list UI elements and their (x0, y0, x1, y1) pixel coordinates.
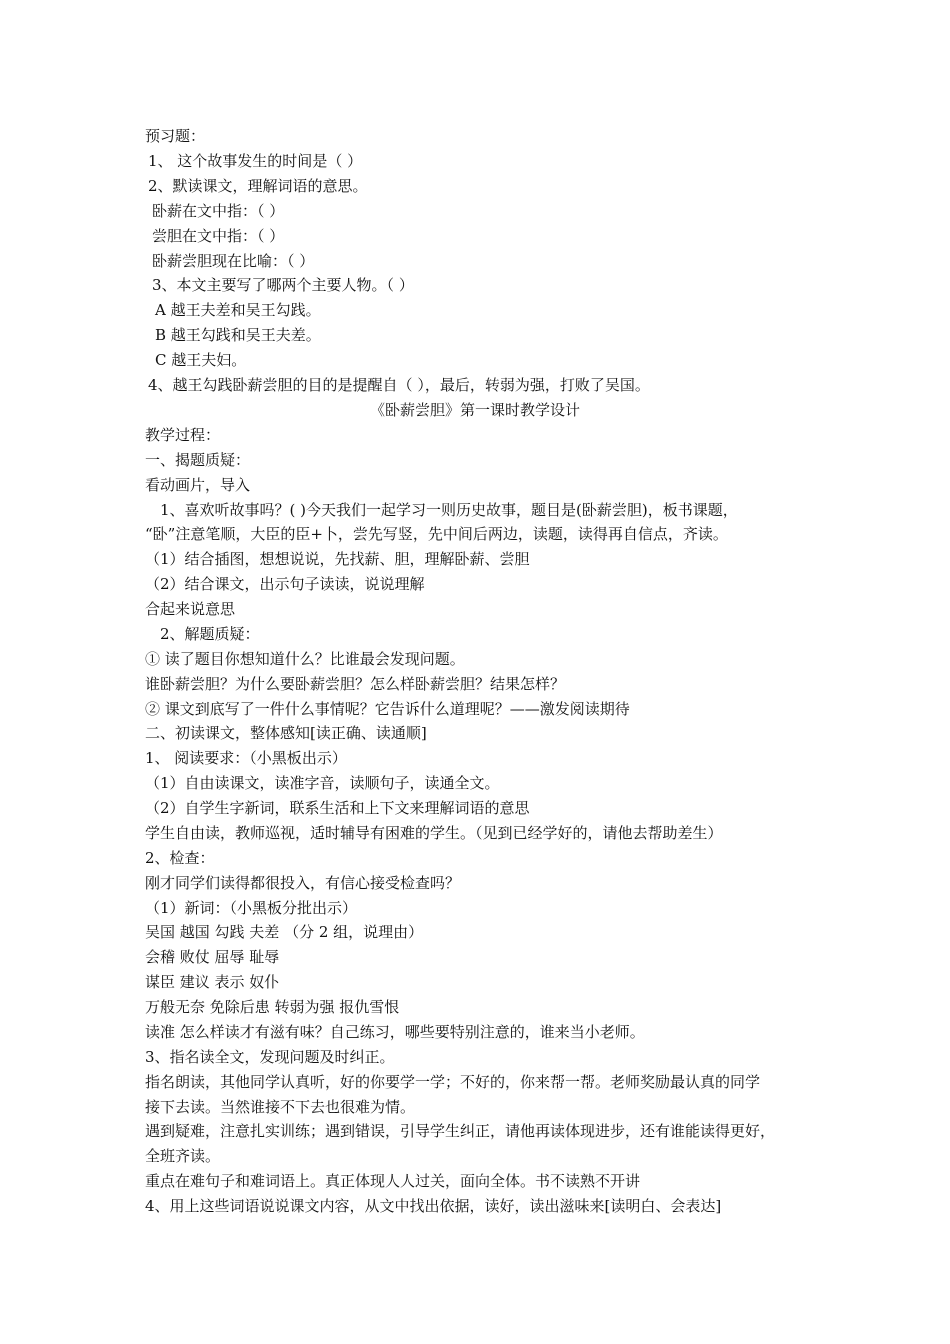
section-2-point-4: 4、用上这些词语说说课文内容，从文中找出依据，读好，读出滋味来[读明白、会表达] (145, 1197, 722, 1215)
preview-question-2-item-c: 卧薪尝胆现在比喻：（ ） (152, 252, 315, 270)
section-1-point-1-cont: “卧”注意笔顺，大臣的臣+卜，尝先写竖，先中间后两边，读题，读得再自信点，齐读。 (145, 525, 728, 543)
section-2-words-group-2: 会稽 败仗 屈辱 耻辱 (145, 948, 280, 966)
section-2-point-3-line-4: 全班齐读。 (145, 1147, 221, 1165)
document-title: 《卧薪尝胆》第一课时教学设计 (369, 401, 580, 419)
section-2-heading: 二、初读课文，整体感知[读正确、读通顺] (145, 724, 427, 742)
section-1-point-2: 2、解题质疑： (160, 625, 260, 643)
section-2-point-2: 2、检查： (145, 849, 215, 867)
preview-question-2-item-a: 卧薪在文中指：（ ） (152, 202, 285, 220)
preview-question-3-option-b: B 越王勾践和吴王夫差。 (155, 326, 321, 344)
preview-question-3-option-c: C 越王夫妇。 (155, 351, 247, 369)
teaching-process-heading: 教学过程： (145, 426, 221, 444)
preview-question-4: 4、越王勾践卧薪尝胆的目的是提醒自（ ），最后，转弱为强，打败了吴国。 (148, 376, 650, 394)
section-1-intro: 看动画片，导入 (145, 476, 251, 494)
section-2-point-3-line-3: 遇到疑难，注意扎实训练；遇到错误，引导学生纠正，请他再读体现进步，还有谁能读得更好， (145, 1122, 776, 1140)
section-2-point-1-sub-2: （2）自学生字新词，联系生活和上下文来理解词语的意思 (145, 799, 530, 817)
section-1-point-1-summary: 合起来说意思 (145, 600, 236, 618)
section-2-point-3-line-2: 接下去读。当然谁接不下去也很难为情。 (145, 1098, 416, 1116)
section-2-words-group-3: 谋臣 建议 表示 奴仆 (145, 973, 280, 991)
preview-heading: 预习题： (145, 127, 206, 145)
section-1-point-1-sub-1: （1）结合插图，想想说说，先找薪、胆，理解卧薪、尝胆 (145, 550, 530, 568)
preview-question-3: 3、本文主要写了哪两个主要人物。（ ） (152, 276, 414, 294)
preview-question-1: 1、 这个故事发生的时间是（ ） (148, 152, 363, 170)
section-2-point-3-line-1: 指名朗读，其他同学认真听，好的你要学一学；不好的，你来帮一帮。老师奖励最认真的同学 (145, 1073, 761, 1091)
section-2-point-1: 1、 阅读要求：（小黑板出示） (145, 749, 347, 767)
section-2-new-words-heading: （1）新词：（小黑板分批出示） (145, 899, 358, 917)
section-1-heading: 一、揭题质疑： (145, 451, 251, 469)
section-2-reading-note: 读准 怎么样读才有滋有味？自己练习，哪些要特别注意的，谁来当小老师。 (145, 1023, 645, 1041)
preview-question-2-item-b: 尝胆在文中指：（ ） (152, 227, 285, 245)
section-1-point-2-questions: 谁卧薪尝胆？为什么要卧薪尝胆？怎么样卧薪尝胆？结果怎样？ (145, 675, 566, 693)
preview-question-3-option-a: A 越王夫差和吴王勾践。 (155, 301, 321, 319)
preview-question-2: 2、默读课文，理解词语的意思。 (148, 177, 368, 195)
section-2-point-1-note: 学生自由读，教师巡视，适时辅导有困难的学生。（见到已经学好的，请他去帮助差生） (145, 824, 723, 842)
section-1-point-1: 1、喜欢听故事吗？( )今天我们一起学习一则历史故事，题目是(卧薪尝胆)，板书课题， (160, 501, 738, 519)
section-2-point-3: 3、指名读全文，发现问题及时纠正。 (145, 1048, 395, 1066)
section-2-point-2-prompt: 刚才同学们读得都很投入，有信心接受检查吗？ (145, 874, 461, 892)
section-2-words-group-4: 万般无奈 免除后患 转弱为强 报仇雪恨 (145, 998, 400, 1016)
section-2-words-group-1: 吴国 越国 勾践 夫差 （分 2 组，说理由） (145, 923, 424, 941)
section-2-point-3-line-5: 重点在难句子和难词语上。真正体现人人过关，面向全体。书不读熟不开讲 (145, 1172, 641, 1190)
section-1-point-1-sub-2: （2）结合课文，出示句子读读，说说理解 (145, 575, 425, 593)
section-2-point-1-sub-1: （1）自由读课文，读准字音，读顺句子，读通全文。 (145, 774, 500, 792)
section-1-point-2-item-1: ① 读了题目你想知道什么？比谁最会发现问题。 (145, 650, 465, 668)
section-1-point-2-item-2: ② 课文到底写了一件什么事情呢？它告诉什么道理呢？——激发阅读期待 (145, 700, 630, 718)
